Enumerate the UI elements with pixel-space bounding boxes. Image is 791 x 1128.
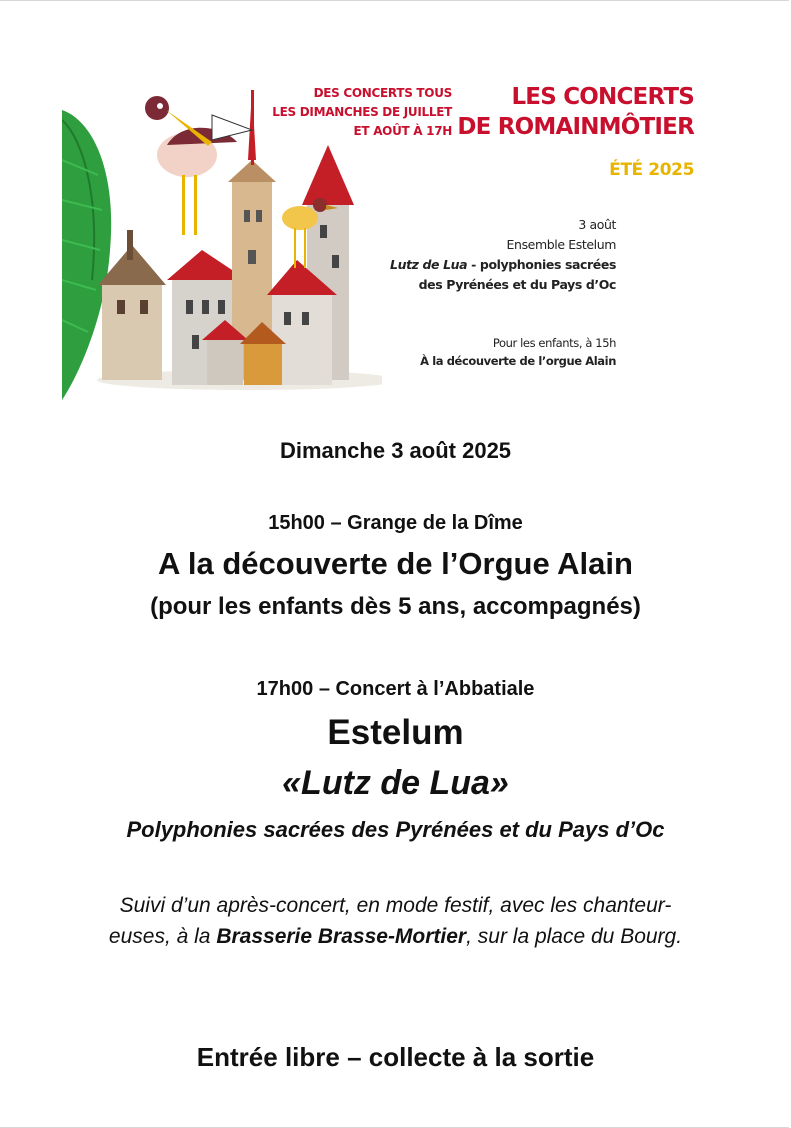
banner-work-title: Lutz de Lua	[390, 257, 468, 272]
ensemble-name: Estelum	[327, 713, 464, 752]
banner-program-work-line2: des Pyrénées et du Pays d’Oc	[418, 277, 616, 292]
banner-program-work	[390, 255, 616, 275]
after-concert-line1: Suivi d’un après-concert, en mode festif, avec les chanteur-	[119, 894, 672, 917]
after-concert-venue: Brasserie Brasse-Mortier	[216, 925, 467, 948]
banner-title-line: LES CONCERTS	[511, 84, 694, 110]
program-title: «Lutz de Lua»	[282, 764, 509, 802]
kids-time-place: 15h00 – Grange de la Dîme	[268, 512, 523, 534]
program-subtitle: Polyphonies sacrées des Pyrénées et du Pays d’Oc	[126, 817, 665, 842]
banner-title-line: DE ROMAINMÔTIER	[457, 114, 694, 140]
banner-tagline-line: ET AOÛT À 17H	[353, 124, 452, 138]
after-concert-line2	[0, 925, 791, 949]
kids-title: A la découverte de l’Orgue Alain	[158, 546, 633, 581]
banner-program-date: 3 août	[578, 217, 616, 232]
after-concert-post: , sur la place du Bourg.	[466, 925, 683, 948]
concert-time-place: 17h00 – Concert à l’Abbatiale	[256, 678, 535, 700]
banner-kids-line2: À la découverte de l’orgue Alain	[420, 354, 616, 368]
banner-kids-line1: Pour les enfants, à 15h	[492, 336, 616, 350]
banner-season: ÉTÉ 2025	[609, 160, 694, 180]
banner-program-ensemble: Ensemble Estelum	[506, 237, 616, 252]
banner-work-desc: - polyphonies sacrées	[467, 257, 616, 272]
kids-subtitle: (pour les enfants dès 5 ans, accompagnés)	[150, 593, 641, 620]
event-date: Dimanche 3 août 2025	[279, 438, 512, 463]
banner-title	[457, 82, 694, 142]
banner-schedule-note	[267, 84, 452, 141]
entry-note: Entrée libre – collecte à la sortie	[196, 1042, 595, 1072]
banner-tagline-line: LES DIMANCHES DE JUILLET	[272, 105, 452, 119]
banner-program	[390, 215, 616, 295]
banner-kids-note	[420, 334, 616, 370]
concert-banner	[62, 50, 728, 400]
banner-tagline-line: DES CONCERTS TOUS	[313, 86, 452, 100]
after-concert-pre: euses, à la	[108, 925, 217, 948]
